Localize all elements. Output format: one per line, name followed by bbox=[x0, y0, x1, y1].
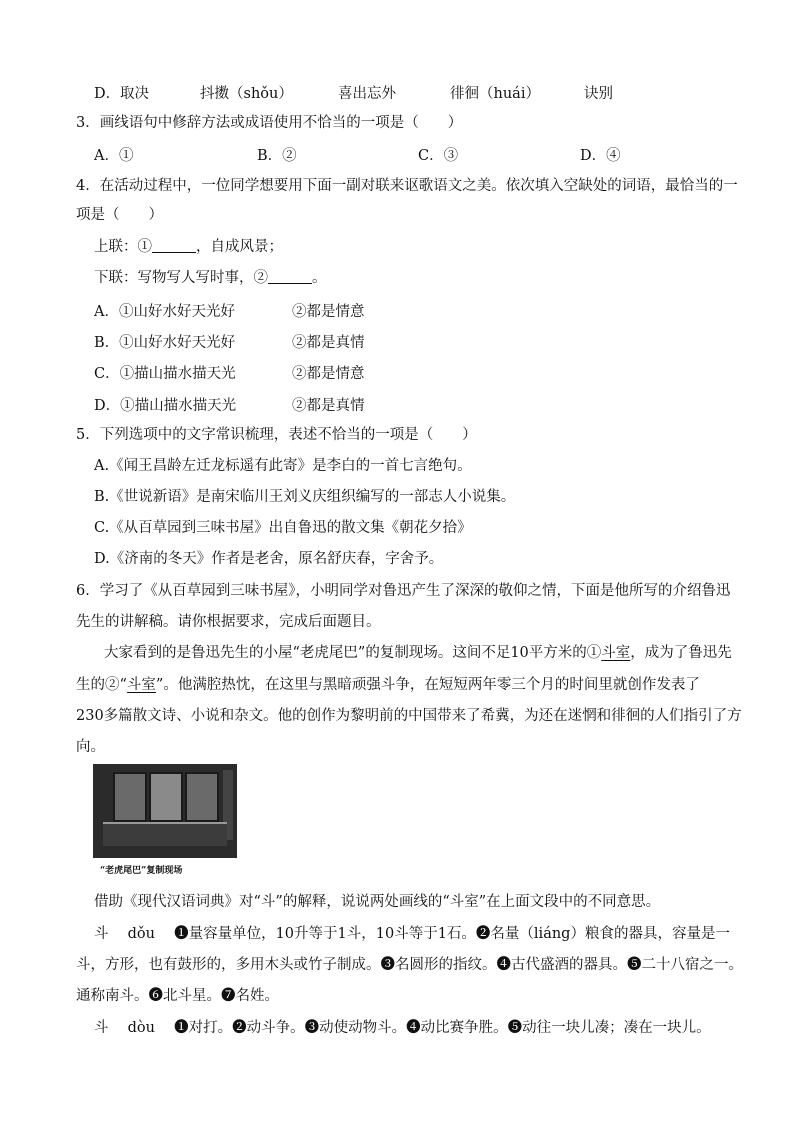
q4-option-d-part-1: D．①描山描水描天光 bbox=[94, 398, 237, 414]
q4-option-d-part-2: ②都是真情 bbox=[292, 398, 365, 414]
q4-lower-couplet bbox=[94, 268, 327, 288]
q2-option-d-word-2: 抖擞（shǒu） bbox=[200, 86, 293, 102]
q6-passage-line-1 bbox=[104, 643, 732, 663]
q2-option-d-word-1: 取决 bbox=[120, 86, 149, 102]
q5-option-a: A.《闻王昌龄左迁龙标遥有此寄》是李白的一首七言绝句。 bbox=[94, 458, 472, 474]
q4-option-b-part-1: B．①山好水好天光好 bbox=[94, 335, 236, 351]
q6-underlined-dou-shi-1: 斗室 bbox=[601, 645, 631, 661]
q4-upper-blank bbox=[152, 238, 196, 253]
q4-stem-line-2: 项是（ ） bbox=[76, 207, 163, 223]
dict-entry-dou4: 斗 dòu ❶对打。❷动斗争。❸动使动物斗。❹动比赛争胜。❺动往一块儿凑；凑在一块儿。 bbox=[94, 1020, 711, 1036]
q6-stem-line-2: 先生的讲解稿。请你根据要求，完成后面题目。 bbox=[76, 614, 381, 630]
q6-passage-line-2-text-a: 生的②“ bbox=[76, 677, 127, 693]
dict-entry-dou3-line-1: 斗 dǒu ❶量容量单位，10升等于1斗，10斗等于1石。❷名量（liáng）粮食的器具，容量是一 bbox=[94, 926, 730, 942]
q3-option-a: A．① bbox=[94, 148, 134, 164]
dict-entry-dou3-line-2: 斗，方形，也有鼓形的，多用木头或竹子制成。❸名圆形的指纹。❹古代盛酒的器具。❺二十八宿之一。 bbox=[76, 957, 743, 973]
q4-upper-prefix: 上联：① bbox=[94, 239, 152, 255]
q2-option-d-letter: D． bbox=[94, 86, 121, 102]
q6-stem-line-1: 6．学习了《从百草园到三味书屋》，小明同学对鲁迅产生了深深的敬仰之情，下面是他所写的介绍鲁迅 bbox=[76, 583, 731, 599]
q6-passage-line-4: 向。 bbox=[76, 739, 105, 755]
q4-lower-prefix: 下联：写物写人写时事，② bbox=[94, 270, 268, 286]
q6-task: 借助《现代汉语词典》对“斗”的解释，说说两处画线的“斗室”在上面文段中的不同意思。 bbox=[94, 894, 661, 910]
q5-option-d: D.《济南的冬天》作者是老舍，原名舒庆春，字舍予。 bbox=[94, 551, 444, 567]
q3-option-c: C．③ bbox=[418, 148, 459, 164]
q3-option-b: B．② bbox=[257, 148, 297, 164]
q4-option-a-part-1: A．①山好水好天光好 bbox=[94, 304, 235, 320]
q4-option-b-part-2: ②都是真情 bbox=[292, 335, 365, 351]
q6-passage-line-1-text-a: 大家看到的是鲁迅先生的小屋“老虎尾巴”的复制现场。这间不足10平方米的① bbox=[104, 645, 602, 661]
q4-upper-suffix: ，自成风景； bbox=[196, 239, 283, 255]
q3-stem: 3．画线语句中修辞方法或成语使用不恰当的一项是（ ） bbox=[76, 115, 463, 131]
q5-option-b: B.《世说新语》是南宋临川王刘义庆组织编写的一部志人小说集。 bbox=[94, 489, 516, 505]
q4-option-c-part-2: ②都是情意 bbox=[292, 366, 365, 382]
q5-stem: 5．下列选项中的文字常识梳理，表述不恰当的一项是（ ） bbox=[76, 427, 477, 443]
dict-entry-dou3-line-3: 通称南斗。❻北斗星。❼名姓。 bbox=[76, 988, 279, 1004]
q2-option-d-word-4: 徘徊（huái） bbox=[450, 86, 540, 102]
q4-upper-couplet bbox=[94, 237, 283, 257]
q6-passage-line-3: 230多篇散文诗、小说和杂文。他的创作为黎明前的中国带来了希冀，为还在迷惘和徘徊的人们指引了方 bbox=[76, 708, 742, 724]
q4-lower-blank bbox=[268, 269, 312, 284]
q4-option-c-part-1: C．①描山描水描天光 bbox=[94, 366, 236, 382]
q6-underlined-dou-shi-2: 斗室 bbox=[126, 677, 156, 693]
q5-option-c: C.《从百草园到三味书屋》出自鲁迅的散文集《朝花夕拾》 bbox=[94, 520, 472, 536]
laohu-weiba-photo bbox=[93, 764, 237, 858]
q6-passage-line-2-text-b: ”。他满腔热忱，在这里与黑暗顽强斗争，在短短两年零三个月的时间里就创作发表了 bbox=[155, 677, 700, 693]
photo-caption: “老虎尾巴”复制现场 bbox=[100, 866, 183, 876]
q6-passage-line-1-text-b: ，成为了鲁迅先 bbox=[630, 645, 732, 661]
q2-option-d-word-3: 喜出忘外 bbox=[338, 86, 396, 102]
q3-option-d: D．④ bbox=[580, 148, 621, 164]
q6-passage-line-2 bbox=[76, 675, 700, 695]
q4-option-a-part-2: ②都是情意 bbox=[292, 304, 365, 320]
q4-stem-line-1: 4．在活动过程中，一位同学想要用下面一副对联来讴歌语文之美。依次填入空缺处的词语，最恰当的一 bbox=[76, 178, 738, 194]
q2-option-d-word-5: 诀别 bbox=[584, 86, 613, 102]
q4-lower-suffix: 。 bbox=[312, 270, 327, 286]
